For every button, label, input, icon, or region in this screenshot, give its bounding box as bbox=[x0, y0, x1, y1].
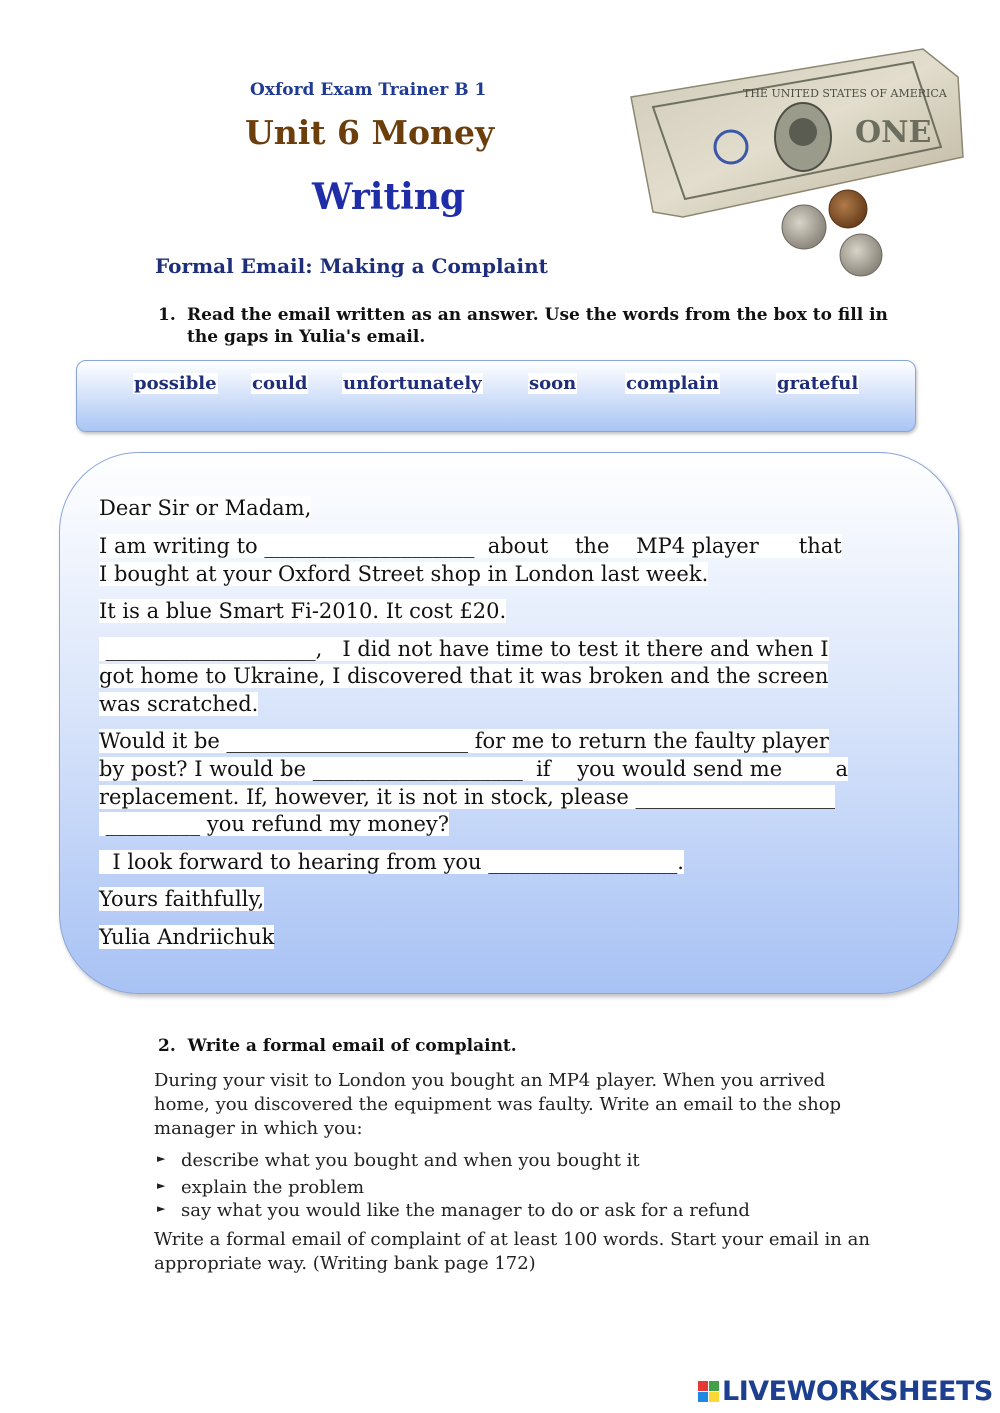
letter-line-6: was scratched. bbox=[99, 692, 259, 716]
task-subtitle: Formal Email: Making a Complaint bbox=[155, 254, 548, 278]
svg-text:THE UNITED STATES OF AMERICA: THE UNITED STATES OF AMERICA bbox=[743, 87, 947, 100]
arrow-bullet-icon: ► bbox=[157, 1152, 166, 1165]
task-1-number: 1. bbox=[158, 305, 176, 325]
task-2-heading bbox=[158, 1036, 517, 1056]
intro-line-3: manager in which you: bbox=[154, 1118, 363, 1139]
intro-line-1: During your visit to London you bought an MP4 player. When you arrived bbox=[154, 1070, 826, 1091]
letter-line-8: by post? I would be ____________________ if you would send me a bbox=[99, 757, 849, 781]
book-title: Oxford Exam Trainer B 1 bbox=[250, 80, 487, 100]
letter-line-4: ____________________, I did not have time to test it there and when I bbox=[99, 637, 829, 661]
section-title: Writing bbox=[312, 176, 466, 218]
task-1 bbox=[158, 304, 918, 348]
task-1-instruction: Read the email written as an answer. Use the words from the box to fill in the gaps in Yulia's email. bbox=[187, 305, 888, 347]
task-2-intro bbox=[154, 1069, 934, 1141]
letter-greeting: Dear Sir or Madam, bbox=[99, 496, 312, 520]
intro-line-2: home, you discovered the equipment was faulty. Write an email to the shop bbox=[154, 1094, 842, 1115]
letter-line-10: _________ you refund my money? bbox=[99, 812, 450, 836]
list-item: ► describe what you bought and when you bought it bbox=[157, 1150, 640, 1171]
arrow-bullet-icon: ► bbox=[157, 1179, 166, 1192]
letter-signature: Yulia Andriichuk bbox=[99, 925, 275, 949]
list-item: ► say what you would like the manager to do or ask for a refund bbox=[157, 1200, 750, 1221]
letter-line-9: replacement. If, however, it is not in stock, please ___________________ bbox=[99, 785, 835, 809]
svg-text:ONE: ONE bbox=[855, 115, 932, 150]
letter-line-11: I look forward to hearing from you __________________. bbox=[99, 850, 684, 874]
letter-line-2: I bought at your Oxford Street shop in London last week. bbox=[99, 562, 709, 586]
letter-line-1: I am writing to ____________________ about the MP4 player that bbox=[99, 534, 842, 558]
task-2-bullets bbox=[157, 1150, 937, 1225]
word-complain: complain bbox=[626, 373, 720, 394]
task-2-outro bbox=[154, 1228, 934, 1276]
logo-mark-icon bbox=[698, 1381, 720, 1403]
logo-text: LIVEWORKSHEETS bbox=[722, 1376, 993, 1407]
task-2-number: 2. bbox=[158, 1036, 176, 1056]
unit-title: Unit 6 Money bbox=[245, 113, 495, 152]
word-could: could bbox=[252, 373, 308, 394]
letter-line-5: got home to Ukraine, I discovered that it was broken and the screen bbox=[99, 664, 829, 688]
money-photo bbox=[623, 37, 975, 280]
letter-line-3: It is a blue Smart Fi-2010. It cost £20. bbox=[99, 599, 507, 623]
task-2-title: Write a formal email of complaint. bbox=[187, 1036, 517, 1056]
outro-line-2: appropriate way. (Writing bank page 172) bbox=[154, 1253, 536, 1274]
word-unfortunately: unfortunately bbox=[343, 373, 482, 394]
list-item: ► explain the problem bbox=[157, 1177, 365, 1198]
word-grateful: grateful bbox=[777, 373, 859, 394]
letter-line-7: Would it be _______________________ for me to return the faulty player bbox=[99, 729, 829, 753]
arrow-bullet-icon: ► bbox=[157, 1202, 166, 1215]
word-box bbox=[76, 360, 916, 432]
outro-line-1: Write a formal email of complaint of at least 100 words. Start your email in an bbox=[154, 1229, 870, 1250]
letter-closing: Yours faithfully, bbox=[99, 887, 265, 911]
word-possible: possible bbox=[134, 373, 217, 394]
word-soon: soon bbox=[529, 373, 577, 394]
email-letter bbox=[59, 452, 959, 994]
